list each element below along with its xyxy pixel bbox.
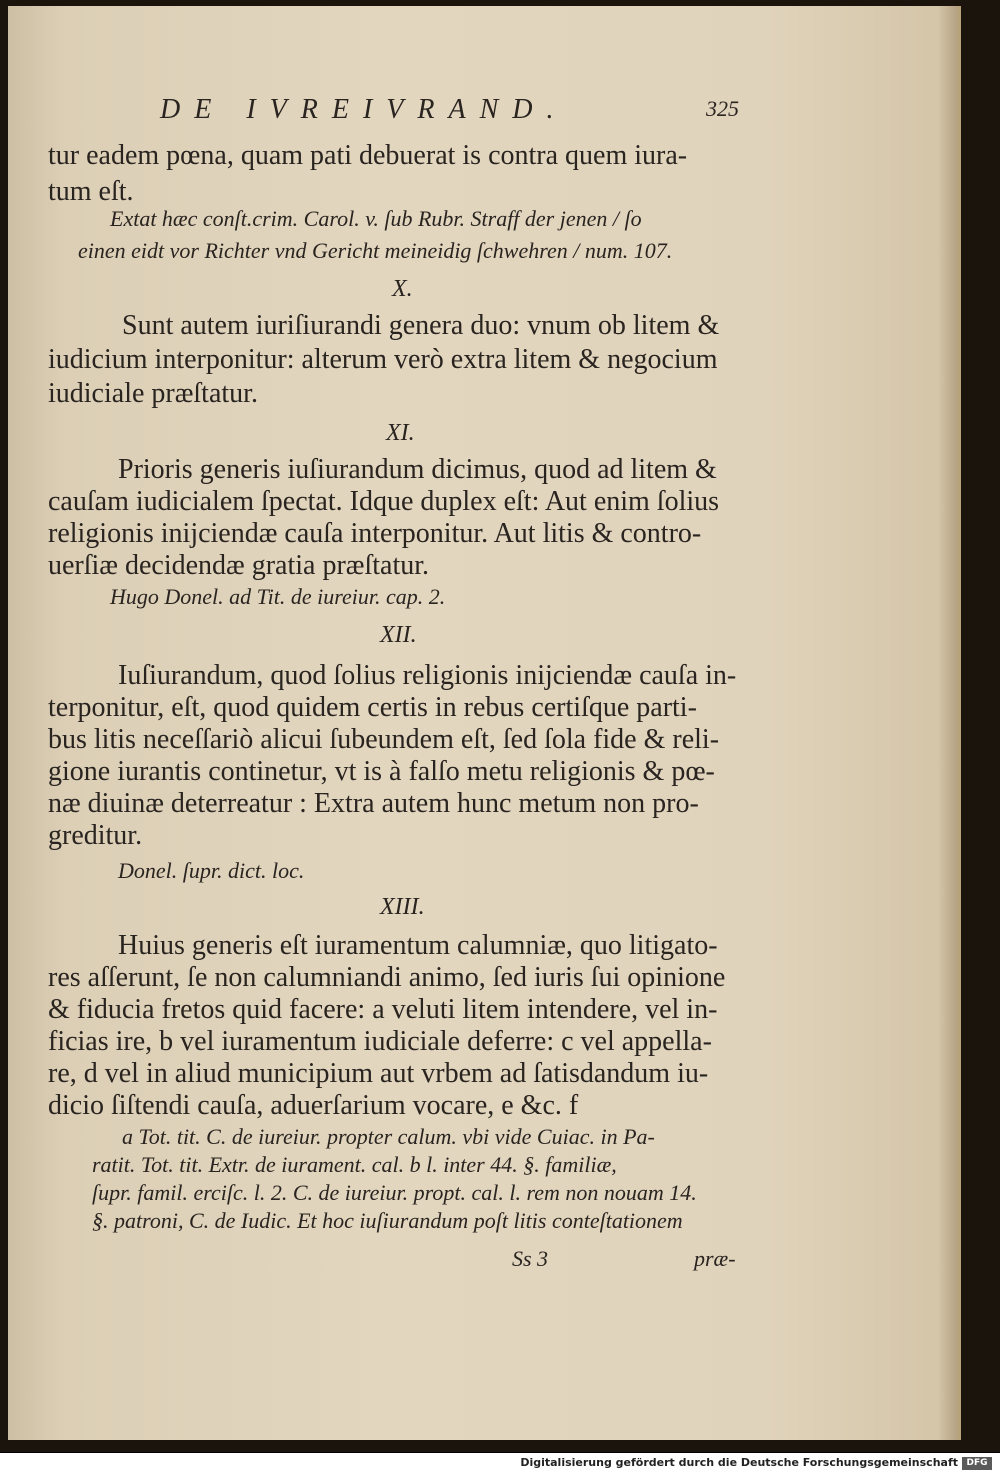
reference-line: Extat hæc conſt.crim. Carol. v. ſub Rubr. Straff der jenen / ſo bbox=[110, 206, 642, 231]
reference-line: einen eidt vor Richter vnd Gericht meineidig ſchwehren / num. 107. bbox=[78, 238, 673, 263]
catchword: præ- bbox=[694, 1246, 736, 1271]
footer-credit: Digitalisierung gefördert durch die Deutsche Forschungsgemeinschaft bbox=[520, 1456, 958, 1469]
text-line: & fiducia fretos quid facere: a veluti litem intendere, vel in- bbox=[48, 994, 718, 1025]
footer-bar bbox=[0, 1452, 1000, 1475]
text-line: terponitur, eſt, quod quidem certis in rebus certiſque parti- bbox=[48, 692, 697, 723]
text-line: dicio ſiſtendi cauſa, aduerſarium vocare, e &c. f bbox=[48, 1090, 579, 1121]
footnote-line: ſupr. famil. erciſc. l. 2. C. de iureiur. propt. cal. l. rem non nouam 14. bbox=[92, 1180, 697, 1205]
dfg-logo: DFG bbox=[962, 1457, 992, 1470]
text-line: cauſam iudicialem ſpectat. Idque duplex eſt: Aut enim ſolius bbox=[48, 486, 720, 517]
text-line: Iuſiurandum, quod ſolius religionis inijciendæ cauſa in- bbox=[118, 660, 737, 691]
text-line: ficias ire, b vel iuramentum iudiciale deferre: c vel appella- bbox=[48, 1026, 712, 1057]
text-line: greditur. bbox=[48, 820, 143, 851]
text-line: iudicium interponitur: alterum verò extra litem & negocium bbox=[48, 344, 718, 375]
page-edge-shadow bbox=[938, 6, 958, 1440]
running-head: DE IVREIVRAND. bbox=[160, 94, 568, 125]
text-line: næ diuinæ deterreatur : Extra autem hunc metum non pro- bbox=[48, 788, 699, 819]
footnote-line: §. patroni, C. de Iudic. Et hoc iuſiurandum poſt litis conteſtationem bbox=[92, 1208, 683, 1233]
reference-line: Hugo Donel. ad Tit. de iureiur. cap. 2. bbox=[110, 584, 446, 609]
text-line: Sunt autem iuriſiurandi genera duo: vnum ob litem & bbox=[122, 310, 720, 341]
text-line: religionis inijciendæ cauſa interponitur. Aut litis & contro- bbox=[48, 518, 702, 549]
text-line: gione iurantis continetur, vt is à falſo metu religionis & pœ- bbox=[48, 756, 715, 787]
text-line: uerſiæ decidendæ gratia præſtatur. bbox=[48, 550, 430, 581]
page-number: 325 bbox=[706, 96, 739, 121]
text-line: Prioris generis iuſiurandum dicimus, quod ad litem & bbox=[118, 454, 717, 485]
footnote-line: a Tot. tit. C. de iureiur. propter calum. vbi vide Cuiac. in Pa- bbox=[122, 1124, 655, 1149]
section-numeral: XII. bbox=[380, 622, 417, 648]
text-line: bus litis neceſſariò alicui ſubeundem eſt, ſed ſola fide & reli- bbox=[48, 724, 720, 755]
footnote-line: ratit. Tot. tit. Extr. de iurament. cal. b l. inter 44. §. familiæ, bbox=[92, 1152, 617, 1177]
text-line: Huius generis eſt iuramentum calumniæ, quo litigato- bbox=[118, 930, 718, 961]
text-line: tur eadem pœna, quam pati debuerat is contra quem iura- bbox=[48, 140, 688, 171]
text-line: re, d vel in aliud municipium aut vrbem ad ſatisdandum iu- bbox=[48, 1058, 709, 1089]
reference-line: Donel. ſupr. dict. loc. bbox=[118, 858, 305, 883]
section-numeral: XIII. bbox=[380, 894, 425, 920]
section-numeral: XI. bbox=[386, 420, 415, 446]
text-line: res aſſerunt, ſe non calumniandi animo, ſed iuris ſui opinione bbox=[48, 962, 726, 993]
text-line: tum eſt. bbox=[48, 176, 134, 207]
section-numeral: X. bbox=[392, 276, 413, 302]
signature-mark: Ss 3 bbox=[512, 1246, 549, 1271]
text-line: iudiciale præſtatur. bbox=[48, 378, 258, 409]
